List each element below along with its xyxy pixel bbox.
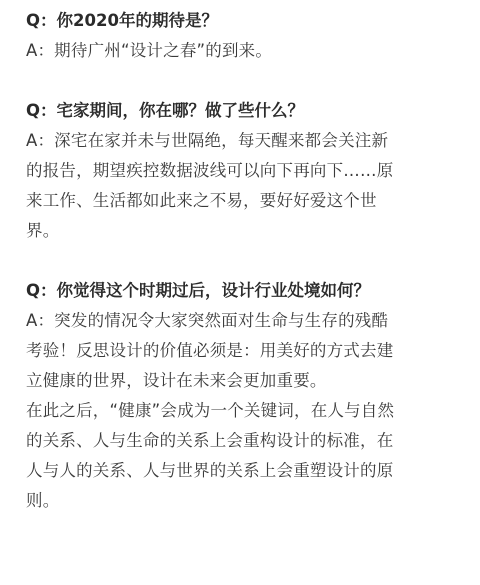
answer-3-line-1: A：突发的情况令大家突然面对生命与生存的残酷 — [26, 311, 389, 330]
question-2: Q：宅家期间，你在哪？做了些什么？ — [26, 101, 305, 120]
answer-3-line-4: 在此之后，“健康”会成为一个关键词，在人与自然 — [26, 401, 395, 420]
spacer — [26, 66, 480, 96]
question-3: Q：你觉得这个时期过后，设计行业处境如何？ — [26, 281, 371, 300]
spacer — [26, 246, 480, 276]
answer-3-line-7: 则。 — [26, 491, 60, 510]
qa-block-3 — [26, 276, 480, 516]
answer-2-line-1: A：深宅在家并未与世隔绝，每天醒来都会关注新 — [26, 131, 389, 150]
answer-2-line-2: 的报告，期望疾控数据波线可以向下再向下……原 — [26, 161, 394, 180]
answer-3-line-3: 立健康的世界，设计在未来会更加重要。 — [26, 371, 327, 390]
answer-3-line-6: 人与人的关系、人与世界的关系上会重塑设计的原 — [26, 461, 394, 480]
answer-1-line-1: A：期待广州“设计之春”的到来。 — [26, 41, 273, 60]
qa-block-1 — [26, 6, 480, 66]
answer-2-line-4: 界。 — [26, 221, 60, 240]
answer-3-line-2: 考验！反思设计的价值必须是：用美好的方式去建 — [26, 341, 394, 360]
qa-block-2 — [26, 96, 480, 246]
answer-3-line-5: 的关系、人与生命的关系上会重构设计的标准，在 — [26, 431, 394, 450]
question-1: Q：你2020年的期待是？ — [26, 11, 218, 30]
answer-2-line-3: 来工作、生活都如此来之不易，要好好爱这个世 — [26, 191, 377, 210]
